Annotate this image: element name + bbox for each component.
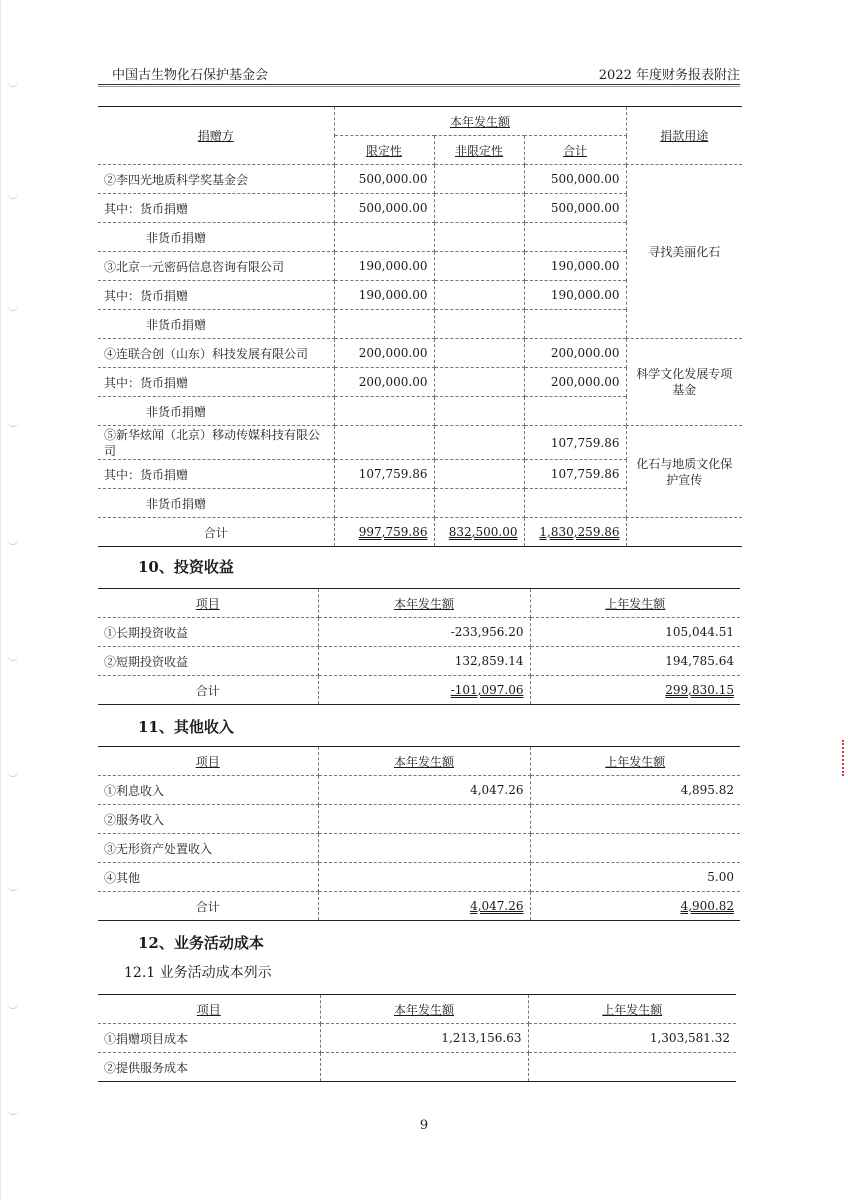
cell-restricted: [334, 397, 434, 426]
business-cost-table: [98, 994, 736, 1082]
table-row: [98, 647, 740, 676]
cell-total: 500,000.00: [524, 165, 626, 194]
col-header-unrestricted: 非限定性: [434, 136, 524, 165]
header-org-name: 中国古生物化石保护基金会: [112, 68, 269, 83]
cell-current: -233,956.20: [318, 618, 530, 647]
cell-unrestricted: [434, 426, 524, 460]
cell-current: [318, 805, 530, 834]
row-label: 非货币捐赠: [98, 397, 334, 426]
cell-restricted: 200,000.00: [334, 368, 434, 397]
row-label: ②短期投资收益: [98, 647, 318, 676]
row-label: 合计: [98, 518, 334, 547]
cell-total: 190,000.00: [524, 252, 626, 281]
cell-prior: 194,785.64: [530, 647, 740, 676]
row-label: ⑤新华炫闻（北京）移动传媒科技有限公司: [98, 426, 334, 460]
subsection-title: 12.1 业务活动成本列示: [124, 965, 272, 981]
cell-total: 190,000.00: [524, 281, 626, 310]
cell-total: [524, 489, 626, 518]
cell-unrestricted: [434, 339, 524, 368]
total-row: [98, 892, 740, 921]
row-label: 其中：货币捐赠: [98, 460, 334, 489]
cell-current: [318, 834, 530, 863]
row-label: 非货币捐赠: [98, 489, 334, 518]
purpose-cell-empty: [626, 518, 742, 547]
cell-unrestricted: [434, 194, 524, 223]
row-label: ①长期投资收益: [98, 618, 318, 647]
row-label: ①捐赠项目成本: [98, 1024, 320, 1053]
total-row: [98, 518, 742, 547]
cell-restricted: [334, 489, 434, 518]
cell-total: 200,000.00: [524, 339, 626, 368]
table-row: [98, 426, 742, 460]
cell-prior: 5.00: [530, 863, 740, 892]
cell-restricted: 997,759.86: [334, 518, 434, 547]
purpose-cell: 寻找美丽化石: [626, 165, 742, 339]
cell-unrestricted: [434, 310, 524, 339]
cell-restricted: 107,759.86: [334, 460, 434, 489]
cell-total: 1,830,259.86: [524, 518, 626, 547]
row-label: ③北京一元密码信息咨询有限公司: [98, 252, 334, 281]
cell-restricted: 500,000.00: [334, 194, 434, 223]
cell-total: [524, 223, 626, 252]
margin-mark: [842, 740, 846, 776]
row-label: 其中：货币捐赠: [98, 368, 334, 397]
row-label: 其中：货币捐赠: [98, 281, 334, 310]
row-label: 合计: [98, 676, 318, 705]
col-header-restricted: 限定性: [334, 136, 434, 165]
cell-prior: [528, 1053, 736, 1082]
cell-restricted: 190,000.00: [334, 252, 434, 281]
row-label: 其中：货币捐赠: [98, 194, 334, 223]
cell-current: [318, 863, 530, 892]
cell-unrestricted: [434, 397, 524, 426]
cell-unrestricted: [434, 368, 524, 397]
cell-unrestricted: [434, 165, 524, 194]
col-header-total: 合计: [524, 136, 626, 165]
col-header-current: 本年发生额: [320, 995, 528, 1024]
table-row: [98, 805, 740, 834]
col-header-prior: 上年发生额: [530, 747, 740, 776]
row-label: 非货币捐赠: [98, 223, 334, 252]
cell-current: -101,097.06: [318, 676, 530, 705]
cell-prior: 4,895.82: [530, 776, 740, 805]
cell-prior: 4,900.82: [530, 892, 740, 921]
row-label: ②提供服务成本: [98, 1053, 320, 1082]
cell-unrestricted: 832,500.00: [434, 518, 524, 547]
cell-current: 1,213,156.63: [320, 1024, 528, 1053]
cell-restricted: [334, 223, 434, 252]
cell-current: 4,047.26: [318, 892, 530, 921]
cell-total: [524, 397, 626, 426]
row-label: ④连联合创（山东）科技发展有限公司: [98, 339, 334, 368]
row-label: ②李四光地质科学奖基金会: [98, 165, 334, 194]
section-title: 12、业务活动成本: [138, 934, 264, 952]
col-header-item: 项目: [98, 995, 320, 1024]
donation-table: [98, 106, 742, 547]
cell-prior: [530, 834, 740, 863]
col-header-current-year: 本年发生额: [334, 107, 626, 136]
purpose-cell: 科学文化发展专项基金: [626, 339, 742, 426]
table-row: [98, 1053, 736, 1082]
cell-current: 132,859.14: [318, 647, 530, 676]
col-header-item: 项目: [98, 589, 318, 618]
cell-total: 107,759.86: [524, 460, 626, 489]
cell-prior: [530, 805, 740, 834]
cell-prior: 299,830.15: [530, 676, 740, 705]
col-header-item: 项目: [98, 747, 318, 776]
table-row: [98, 339, 742, 368]
row-label: 非货币捐赠: [98, 310, 334, 339]
investment-table: [98, 588, 740, 705]
section-title: 10、投资收益: [138, 558, 234, 576]
header-divider: [98, 84, 740, 85]
row-label: ④其他: [98, 863, 318, 892]
purpose-cell: 化石与地质文化保护宣传: [626, 426, 742, 518]
header-report-title: 2022 年度财务报表附注: [598, 68, 740, 83]
page-number: 9: [419, 1118, 429, 1133]
row-label: ①利息收入: [98, 776, 318, 805]
col-header-purpose: 捐款用途: [626, 107, 742, 165]
cell-unrestricted: [434, 281, 524, 310]
col-header-prior: 上年发生额: [528, 995, 736, 1024]
cell-total: [524, 310, 626, 339]
other-income-table: [98, 746, 740, 921]
table-row: [98, 863, 740, 892]
cell-unrestricted: [434, 489, 524, 518]
cell-unrestricted: [434, 460, 524, 489]
table-row: [98, 1024, 736, 1053]
row-label: ③无形资产处置收入: [98, 834, 318, 863]
cell-restricted: 190,000.00: [334, 281, 434, 310]
table-row: [98, 834, 740, 863]
row-label: 合计: [98, 892, 318, 921]
col-header-prior: 上年发生额: [530, 589, 740, 618]
cell-total: 200,000.00: [524, 368, 626, 397]
section-title: 11、其他收入: [138, 718, 234, 736]
total-row: [98, 676, 740, 705]
cell-unrestricted: [434, 223, 524, 252]
col-header-current: 本年发生额: [318, 747, 530, 776]
cell-total: 107,759.86: [524, 426, 626, 460]
table-row: [98, 618, 740, 647]
cell-restricted: 200,000.00: [334, 339, 434, 368]
row-label: ②服务收入: [98, 805, 318, 834]
cell-current: 4,047.26: [318, 776, 530, 805]
header-divider: [98, 86, 740, 87]
cell-restricted: [334, 310, 434, 339]
cell-restricted: 500,000.00: [334, 165, 434, 194]
cell-total: 500,000.00: [524, 194, 626, 223]
table-row: [98, 776, 740, 805]
cell-prior: 1,303,581.32: [528, 1024, 736, 1053]
col-header-donor: 捐赠方: [98, 107, 334, 165]
col-header-current: 本年发生额: [318, 589, 530, 618]
cell-unrestricted: [434, 252, 524, 281]
cell-prior: 105,044.51: [530, 618, 740, 647]
cell-restricted: [334, 426, 434, 460]
cell-current: [320, 1053, 528, 1082]
table-row: [98, 165, 742, 194]
